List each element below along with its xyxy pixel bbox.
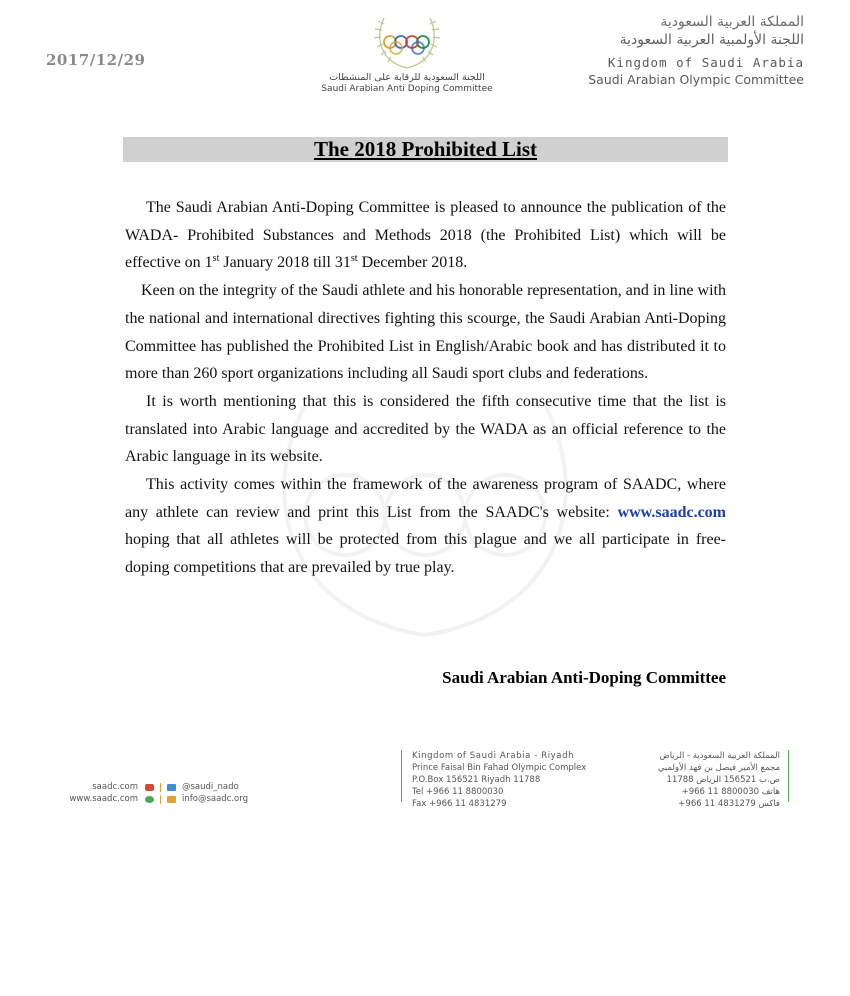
footer-address-english xyxy=(401,750,587,809)
p4-text-b: hoping that all athletes will be protected from this plague and we all participate in free-doping competitions that are prevailed by true play. xyxy=(125,531,726,577)
address-line: Prince Faisal Bin Fahad Olympic Complex xyxy=(412,763,587,773)
signature: Saudi Arabian Anti-Doping Committee xyxy=(442,668,726,687)
email-icon xyxy=(167,796,176,803)
p1-superscript-1: st xyxy=(212,253,220,265)
olympic-committee-header xyxy=(588,14,804,87)
kingdom-name-arabic: المملكة العربية السعودية xyxy=(660,14,804,30)
kingdom-name-english: Kingdom of Saudi Arabia xyxy=(607,55,804,70)
address-line: المملكة العربية السعودية - الرياض xyxy=(659,751,780,761)
address-line: P.O.Box 156521 Riyadh 11788 xyxy=(412,775,541,785)
address-line: مجمع الأمير فيصل بن فهد الأولمبي xyxy=(657,763,780,773)
p1-superscript-2: st xyxy=(350,253,358,265)
saadc-logo xyxy=(312,10,502,100)
address-line: ص.ب 156521 الرياض 11788 xyxy=(666,775,780,785)
p4-text-a: This activity comes within the framework of the awareness program of SAADC, where any athlete can review and print this List from the SAADC's website: xyxy=(125,476,726,521)
title-bar xyxy=(123,137,728,162)
document-body xyxy=(125,194,726,582)
address-line: Fax +966 11 4831279 xyxy=(412,799,507,809)
youtube-icon xyxy=(145,784,154,791)
footer-contacts xyxy=(64,781,248,805)
footer-site-full[interactable]: www.saadc.com xyxy=(69,794,138,804)
address-line: هاتف 8800030 11 966+ xyxy=(681,787,780,797)
olympic-committee-arabic: اللجنة الأولمبية العربية السعودية xyxy=(619,32,804,48)
twitter-icon xyxy=(167,784,176,791)
saadc-name-english: Saudi Arabian Anti Doping Committee xyxy=(321,84,493,94)
footer-row-2 xyxy=(64,793,248,805)
paragraph-4 xyxy=(125,471,726,582)
saadc-name-arabic: اللجنة السعودية للرقابة على المنشطات xyxy=(329,72,485,83)
address-line: Tel +966 11 8800030 xyxy=(412,787,504,797)
footer-site-short[interactable]: saadc.com xyxy=(92,782,138,792)
address-line: فاكس 4831279 11 966+ xyxy=(678,799,780,809)
olympic-committee-english: Saudi Arabian Olympic Committee xyxy=(588,72,804,87)
footer-email[interactable]: info@saadc.org xyxy=(182,794,248,804)
p1-text-c: December 2018. xyxy=(357,254,468,272)
paragraph-1 xyxy=(125,194,726,277)
document-date: 2017/12/29 xyxy=(46,51,146,69)
address-line: Kingdom of Saudi Arabia - Riyadh xyxy=(412,751,575,761)
website-link[interactable]: www.saadc.com xyxy=(617,503,726,521)
p1-text-a: The Saudi Arabian Anti-Doping Committee is pleased to announce the publication of the WADA- Prohibited Substances and Methods 2018 (the Prohibited List) which will be effective on 1 xyxy=(125,199,726,272)
footer-twitter-handle[interactable]: @saudi_nado xyxy=(182,782,239,792)
footer-separator xyxy=(160,795,161,804)
whatsapp-icon xyxy=(145,796,154,803)
footer-address-arabic xyxy=(657,750,789,809)
p1-text-b: January 2018 till 31 xyxy=(219,254,351,272)
document-title: The 2018 Prohibited List xyxy=(313,137,538,161)
paragraph-2: Keen on the integrity of the Saudi athlete and his honorable representation, and in line with the national and international directives fighting this scourge, the Saudi Arabian Anti-Doping Committee has published the Prohibited List in English/Arabic book and has distributed it to more than 260 sport organizations including all Saudi sport clubs and federations. xyxy=(125,282,726,383)
paragraph-3: It is worth mentioning that this is considered the fifth consecutive time that the list is translated into Arabic language and accredited by the WADA as an official reference to the Arabic language in its website. xyxy=(125,392,726,466)
olympic-rings-logo xyxy=(362,10,452,72)
footer-row-1 xyxy=(64,781,248,793)
footer-separator xyxy=(160,783,161,792)
